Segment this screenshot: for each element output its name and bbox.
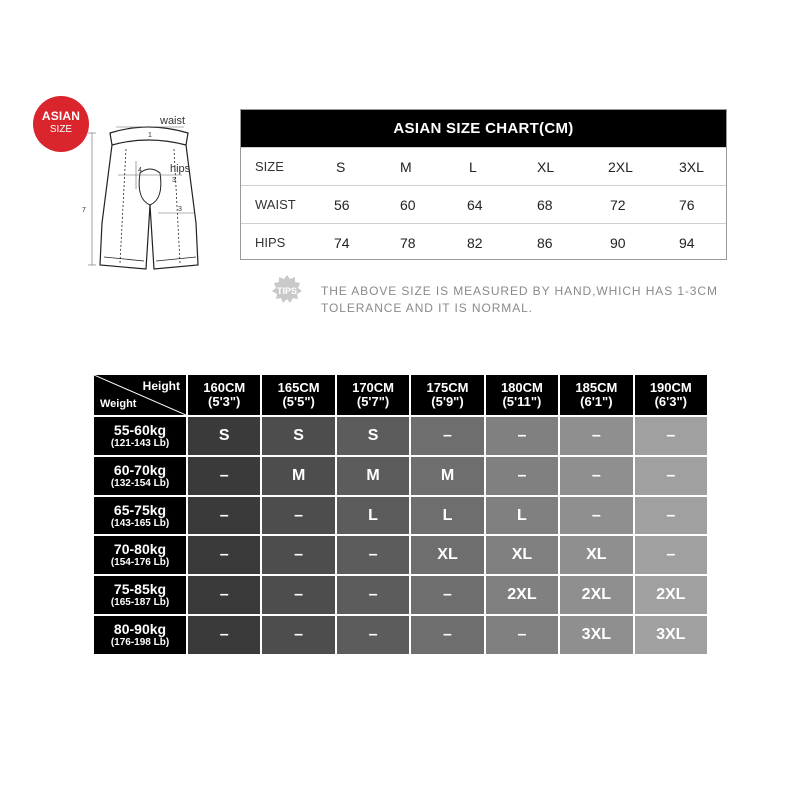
size-cell: – [633,455,707,495]
height-ft: (5'5") [282,394,315,409]
table-cell: 2XL [608,158,633,175]
measure-number: 4 [138,167,142,174]
size-cell: M [260,455,334,495]
table-cell: 78 [400,234,416,251]
grid-corner-header [94,375,186,415]
tips-line: THE ABOVE SIZE IS MEASURED BY HAND,WHICH HAS 1-3CM [321,284,718,298]
table-cell: 68 [537,196,553,213]
size-cell: – [558,495,632,535]
weight-row-header [94,614,186,654]
height-cm: 190CM [649,380,692,395]
weight-lb: (165-187 Lb) [110,597,170,609]
size-cell: S [186,415,260,455]
table-cell: 86 [537,234,553,251]
height-cm: 175CM [426,380,469,395]
size-cell: – [484,455,558,495]
height-column-header [484,375,558,415]
size-cell: – [260,495,334,535]
weight-lb: (132-154 Lb) [110,477,170,489]
size-cell: – [633,534,707,574]
size-cell: 3XL [633,614,707,654]
table-cell: 74 [334,234,350,251]
measure-number: 3 [178,206,182,213]
size-cell: – [558,455,632,495]
weight-kg: 60-70kg [113,461,167,478]
measure-number: 1 [148,132,152,139]
table-cell: 82 [467,234,483,251]
height-weight-size-grid [94,375,707,654]
weight-row-header [94,574,186,614]
size-cell: 3XL [558,614,632,654]
size-cell: S [335,415,409,455]
tips-icon [269,273,305,305]
table-cell: M [400,158,412,175]
size-cell: – [186,614,260,654]
weight-kg: 65-75kg [113,501,167,518]
shorts-diagram [84,113,214,273]
badge-line1: ASIAN [41,109,81,123]
size-cell: 2XL [558,574,632,614]
table-cell: L [469,158,477,175]
weight-kg: 80-90kg [113,621,167,638]
height-cm: 160CM [203,380,246,395]
size-cell: S [260,415,334,455]
table-cell: XL [537,158,555,175]
size-cell: – [186,534,260,574]
weight-lb: (176-198 Lb) [110,637,170,649]
size-cell: – [260,614,334,654]
height-cm: 170CM [352,380,395,395]
height-ft: (5'9") [431,394,464,409]
size-cell: – [633,415,707,455]
table-row [241,223,726,261]
table-cell: 60 [400,196,416,213]
size-cell: – [409,614,483,654]
weight-row-header [94,455,186,495]
height-column-header [260,375,334,415]
size-cell: – [484,415,558,455]
size-cell: – [633,495,707,535]
height-ft: (5'11") [502,394,542,409]
weight-lb: (121-143 Lb) [110,437,170,449]
weight-row-header [94,495,186,535]
size-cell: XL [484,534,558,574]
size-cell: – [409,415,483,455]
table-cell: 3XL [679,158,704,175]
size-chart-title: ASIAN SIZE CHART(CM) [241,110,726,147]
weight-row-header [94,415,186,455]
table-row [241,147,726,185]
size-cell: 2XL [484,574,558,614]
weight-kg: 55-60kg [113,421,167,438]
hips-label: hips [170,163,191,175]
height-ft: (6'3") [654,394,687,409]
size-cell: M [409,455,483,495]
asian-size-badge [33,96,89,152]
row-label: SIZE [255,159,284,174]
weight-lb: (154-176 Lb) [110,557,170,569]
tips-icon-label: TIPS [276,286,298,296]
weight-kg: 75-85kg [113,581,167,598]
row-label: WAIST [255,197,296,212]
asian-size-chart [240,109,727,260]
height-ft: (6'1") [580,394,613,409]
height-ft: (5'7") [356,394,390,409]
measure-number: 3 [172,177,176,184]
waist-label: waist [160,115,186,127]
weight-kg: 70-80kg [113,541,167,558]
weight-lb: (143-165 Lb) [110,517,170,529]
row-label: HIPS [255,235,286,250]
size-cell: XL [558,534,632,574]
weight-row-header [94,534,186,574]
size-cell: – [186,574,260,614]
size-cell: – [558,415,632,455]
size-cell: – [335,574,409,614]
size-cell: – [335,534,409,574]
size-cell: L [335,495,409,535]
size-cell: – [260,574,334,614]
size-cell: – [335,614,409,654]
height-axis-label: Height [142,379,180,393]
height-column-header [633,375,707,415]
table-cell: 90 [610,234,626,251]
height-column-header [335,375,409,415]
size-cell: – [260,534,334,574]
height-cm: 165CM [277,380,320,395]
table-cell: 72 [610,196,626,213]
size-cell: – [409,574,483,614]
measure-number: 7 [82,207,86,214]
height-cm: 180CM [500,380,543,395]
weight-axis-label: Weight [100,398,137,410]
size-cell: – [484,614,558,654]
tips-line: TOLERANCE AND IT IS NORMAL. [321,301,533,315]
height-column-header [558,375,632,415]
size-cell: – [186,495,260,535]
height-column-header [186,375,260,415]
size-cell: M [335,455,409,495]
height-ft: (5'3") [208,394,241,409]
table-row [241,185,726,223]
table-cell: 64 [467,196,483,213]
height-column-header [409,375,483,415]
height-cm: 185CM [575,380,618,395]
size-cell: L [409,495,483,535]
table-cell: 94 [679,234,695,251]
size-cell: 2XL [633,574,707,614]
size-cell: – [186,455,260,495]
size-cell: L [484,495,558,535]
table-cell: S [336,158,346,175]
table-cell: 76 [679,196,695,213]
table-cell: 56 [334,196,350,213]
size-cell: XL [409,534,483,574]
badge-line2: SIZE [49,124,73,135]
tips-text [321,283,718,317]
